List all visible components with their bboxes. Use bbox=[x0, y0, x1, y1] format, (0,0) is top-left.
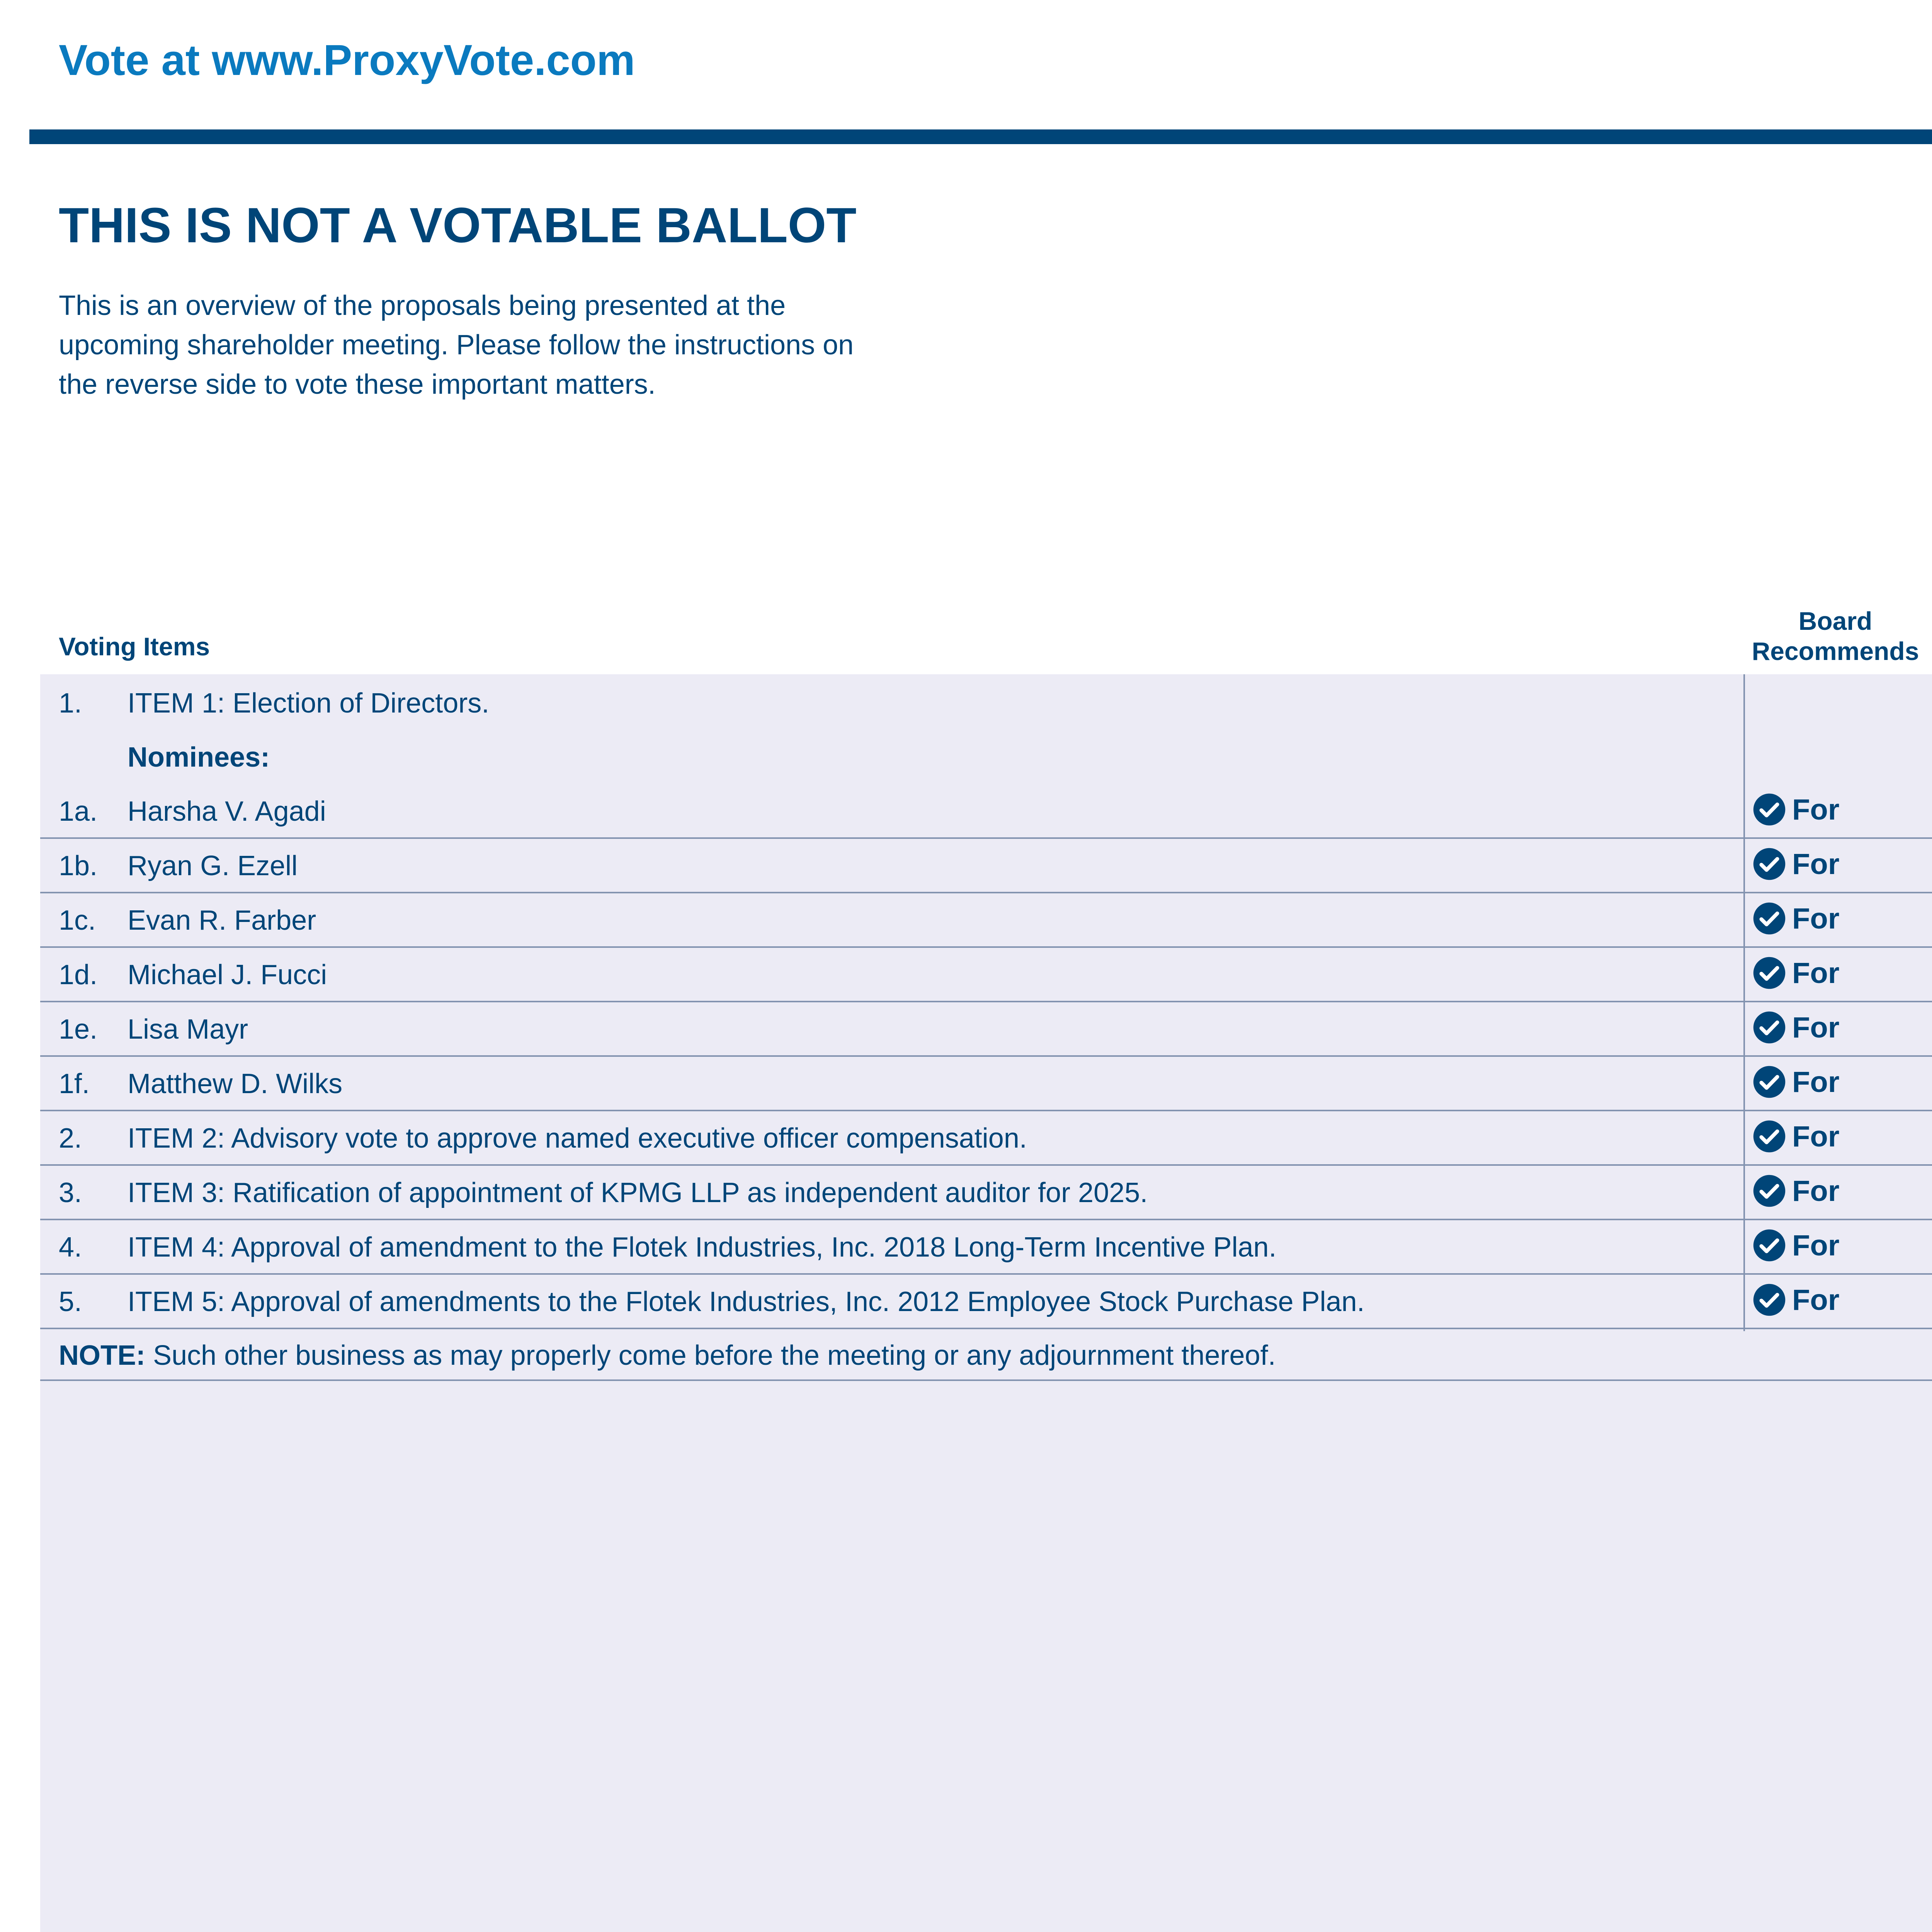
recommendation bbox=[1752, 1119, 1839, 1154]
item-number: 5. bbox=[59, 1286, 82, 1317]
item-number: 2. bbox=[59, 1123, 82, 1154]
recommendation-label: For bbox=[1792, 1011, 1840, 1044]
item-number: 1a. bbox=[59, 796, 98, 827]
recommendation bbox=[1752, 1282, 1839, 1317]
row-divider bbox=[40, 946, 1932, 948]
recommendation-label: For bbox=[1792, 1229, 1840, 1262]
row-divider bbox=[40, 1328, 1932, 1329]
recommendation-label: For bbox=[1792, 1283, 1840, 1316]
item-text: Harsha V. Agadi bbox=[128, 796, 326, 827]
row-divider bbox=[40, 1055, 1932, 1057]
recommendation-label: For bbox=[1792, 1174, 1840, 1208]
recommendation-label: For bbox=[1792, 1120, 1840, 1153]
row-divider bbox=[40, 1164, 1932, 1166]
recommendation bbox=[1752, 1173, 1839, 1208]
row-divider bbox=[40, 1110, 1932, 1111]
item-number: 1f. bbox=[59, 1068, 90, 1099]
intro-line: the reverse side to vote these important matters. bbox=[59, 369, 656, 400]
recommendation bbox=[1752, 1228, 1839, 1263]
check-circle-icon bbox=[1752, 1282, 1787, 1317]
item-text: ITEM 5: Approval of amendments to the Flotek Industries, Inc. 2012 Employee Stock Purchase Plan. bbox=[128, 1286, 1365, 1317]
nominees-label: Nominees: bbox=[128, 742, 270, 773]
note-label: NOTE: bbox=[59, 1340, 145, 1371]
check-circle-icon bbox=[1752, 1065, 1787, 1099]
intro-paragraph bbox=[59, 286, 1005, 404]
intro-line: upcoming shareholder meeting. Please follow the instructions on bbox=[59, 330, 854, 361]
check-circle-icon bbox=[1752, 792, 1787, 827]
row-divider bbox=[40, 1001, 1932, 1002]
item-number: 1. bbox=[59, 688, 82, 719]
item-number: 1c. bbox=[59, 905, 96, 936]
item-text: ITEM 1: Election of Directors. bbox=[128, 688, 490, 719]
item-text: ITEM 2: Advisory vote to approve named executive officer compensation. bbox=[128, 1123, 1027, 1154]
vote-link[interactable]: Vote at www.ProxyVote.com bbox=[59, 36, 635, 84]
recommendation bbox=[1752, 901, 1839, 936]
recommendation bbox=[1752, 1010, 1839, 1045]
item-text: Michael J. Fucci bbox=[128, 959, 327, 990]
note-body: Such other business as may properly come before the meeting or any adjournment thereof. bbox=[145, 1340, 1276, 1371]
check-circle-icon bbox=[1752, 847, 1787, 881]
row-divider bbox=[40, 1273, 1932, 1275]
item-number: 1b. bbox=[59, 850, 98, 881]
note-text bbox=[59, 1342, 1276, 1369]
item-text: ITEM 3: Ratification of appointment of KPMG LLP as independent auditor for 2025. bbox=[128, 1177, 1148, 1208]
item-text: ITEM 4: Approval of amendment to the Flotek Industries, Inc. 2018 Long-Term Incentive Plan. bbox=[128, 1232, 1277, 1263]
intro-line: This is an overview of the proposals being presented at the bbox=[59, 290, 786, 321]
check-circle-icon bbox=[1752, 1119, 1787, 1154]
item-text: Evan R. Farber bbox=[128, 905, 316, 936]
recommendation-label: For bbox=[1792, 1065, 1840, 1099]
check-circle-icon bbox=[1752, 956, 1787, 990]
board-header-line: Board bbox=[1798, 607, 1872, 635]
row-divider bbox=[40, 892, 1932, 893]
item-text: Lisa Mayr bbox=[128, 1014, 248, 1045]
check-circle-icon bbox=[1752, 1228, 1787, 1263]
recommendation bbox=[1752, 792, 1839, 827]
recommendation bbox=[1752, 956, 1839, 990]
recommendation bbox=[1752, 1065, 1839, 1099]
item-number: 3. bbox=[59, 1177, 82, 1208]
row-divider bbox=[40, 1379, 1932, 1381]
check-circle-icon bbox=[1752, 1173, 1787, 1208]
item-number: 1d. bbox=[59, 959, 98, 990]
header-divider bbox=[29, 129, 1932, 144]
item-number: 1e. bbox=[59, 1014, 98, 1045]
board-header-line: Recommends bbox=[1752, 637, 1919, 665]
recommendation-label: For bbox=[1792, 793, 1840, 826]
recommendation-label: For bbox=[1792, 902, 1840, 935]
row-divider bbox=[40, 837, 1932, 839]
voting-items-header: Voting Items bbox=[59, 632, 210, 661]
board-recommends-header bbox=[1727, 606, 1932, 666]
page-title: THIS IS NOT A VOTABLE BALLOT bbox=[59, 198, 857, 253]
column-divider bbox=[1743, 674, 1745, 1331]
item-number: 4. bbox=[59, 1232, 82, 1263]
check-circle-icon bbox=[1752, 901, 1787, 936]
row-divider bbox=[40, 1219, 1932, 1220]
recommendation-label: For bbox=[1792, 956, 1840, 990]
recommendation-label: For bbox=[1792, 847, 1840, 881]
check-circle-icon bbox=[1752, 1010, 1787, 1045]
item-text: Matthew D. Wilks bbox=[128, 1068, 343, 1099]
item-text: Ryan G. Ezell bbox=[128, 850, 298, 881]
recommendation bbox=[1752, 847, 1839, 881]
